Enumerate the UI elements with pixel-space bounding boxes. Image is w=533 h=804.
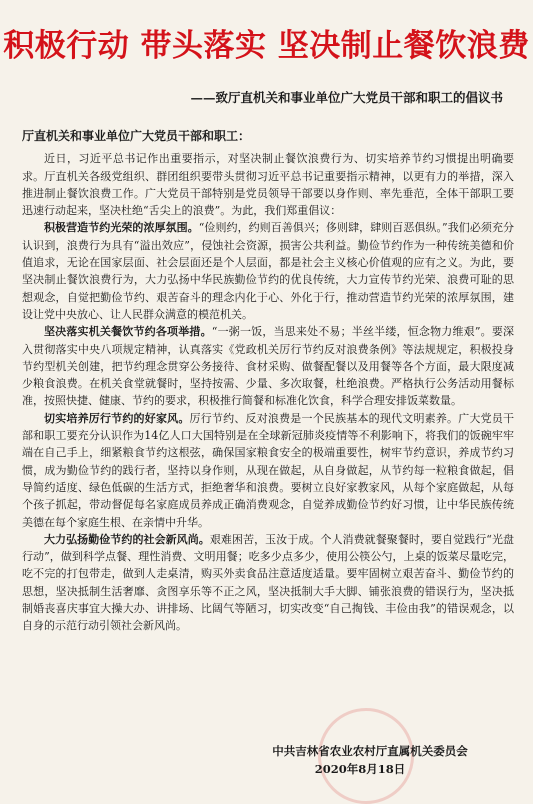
paragraph-lead: 切实培养厉行节约的好家风。 xyxy=(44,411,190,425)
document-title: 积极行动 带头落实 坚决制止餐饮浪费 xyxy=(3,28,530,64)
document-body xyxy=(22,128,514,635)
paragraph-lead: 坚决落实机关餐饮节约各项举措。 xyxy=(44,325,212,339)
salutation: 厅直机关和事业单位广大党员干部和职工： xyxy=(22,129,251,143)
paragraph-intro xyxy=(22,150,514,219)
paragraph-text: 近日，习近平总书记作出重要指示，对坚决制止餐饮浪费行为、切实培养节约习惯提出明确要求。厅直机关各级党组织、群团组织要带头贯彻习近平总书记重要指示精神，以更有力的举措，深入推进制止餐饮浪费工作。广大党员干部特别是党员领导干部要以身作则、率先垂范，全体干部职工要迅速行动起来，坚决杜绝“舌尖上的浪费”。为此，我们郑重倡议： xyxy=(22,152,514,218)
paragraph-text: “俭则约，约则百善俱兴；侈则肆，肆则百恶俱纵。”我们必须充分认识到，浪费行为具有“溢出效应”，侵蚀社会资源，损害公共利益。勤俭节约作为一种传统美德和价值追求，无论在国家层面、社会层面还是个人层面，都是社会主义核心价值观的应有之义。为此，要坚决制止餐饮浪费行为，大力弘扬中华民族勤俭节约的优良传统，大力宣传节约光荣、浪费可耻的思想观念，自觉把勤俭节约、艰苦奋斗的理念内化于心、外化于行，推动营造节约光荣的浓厚氛围，建设让党中央放心、让人民群众满意的模范机关。 xyxy=(22,221,514,321)
paragraph-lead: 大力弘扬勤俭节约的社会新风尚。 xyxy=(44,532,210,546)
paragraph-text: 厉行节约、反对浪费是一个民族基本的现代文明素养。广大党员干部和职工要充分认识作为14亿人口大国特别是在全球新冠肺炎疫情等不利影响下，将我们的饭碗牢牢端在自己手上，细紧粮食节约这根弦，确保国家粮食安全的极端重要性，树牢节约意识，养成节约习惯，成为勤俭节约的践行者，坚持以身作则，从现在做起，从自身做起，从节约每一粒粮食做起，倡导简约适度、绿色低碳的生活方式，拒绝奢华和浪费。要树立良好家教家风，从每个家庭做起，从每个孩子抓起，带动督促每名家庭成员养成正确消费观念，自觉养成勤俭节约好习惯，让中华民族传统美德在每个家庭生根、在亲情中升华。 xyxy=(22,411,515,529)
document-subtitle: ——致厅直机关和事业单位广大党员干部和职工的倡议书 xyxy=(190,90,503,105)
paragraph-text: “一粥一饭，当思来处不易；半丝半缕，恒念物力维艰”。要深入贯彻落实中央八项规定精神，认真落实《党政机关厉行节约反对浪费条例》等法规规定，积极投身节约型机关创建，把节约理念贯穿公务接待、食材采购、做餐配餐以及用餐等各个方面，最大限度减少粮食浪费。在机关食堂就餐时，坚持按需、少量、多次取餐，杜绝浪费。严格执行公务活动用餐标准，按照快捷、健康、节约的要求，积极推行简餐和标准化饮食，科学合理安排饭菜数量。 xyxy=(22,325,515,408)
paragraph-text: 艰难困苦，玉汝于成。个人消费就餐聚餐时，要自觉践行“光盘行动”，做到科学点餐、理性消费、文明用餐；吃多少点多少，使用公筷公勺，上桌的饭菜尽量吃完，吃不完的打包带走，做到人走桌清，购买外卖食品注意适度适量。要牢固树立艰苦奋斗、勤俭节约的思想，坚决抵制生活奢靡、贪图享乐等不正之风，坚决抵制大手大脚、铺张浪费的错误行为，坚决抵制婚丧喜庆事宜大操大办、讲排场、比阔气等陋习，切实改变“自己掏钱、丰俭由我”的错误观念，以自身的示范行动引领社会新风尚。 xyxy=(22,532,515,633)
paragraph-item-4 xyxy=(22,531,514,635)
paragraph-item-1 xyxy=(22,219,514,323)
paragraph-item-2 xyxy=(22,323,514,409)
signature-organization: 中共吉林省农业农村厅直属机关委员会 xyxy=(272,744,468,758)
paragraph-item-3 xyxy=(22,410,514,531)
paragraph-lead: 积极营造节约光荣的浓厚氛围。 xyxy=(44,221,199,235)
signature-date: 2020年8月18日 xyxy=(314,762,406,776)
